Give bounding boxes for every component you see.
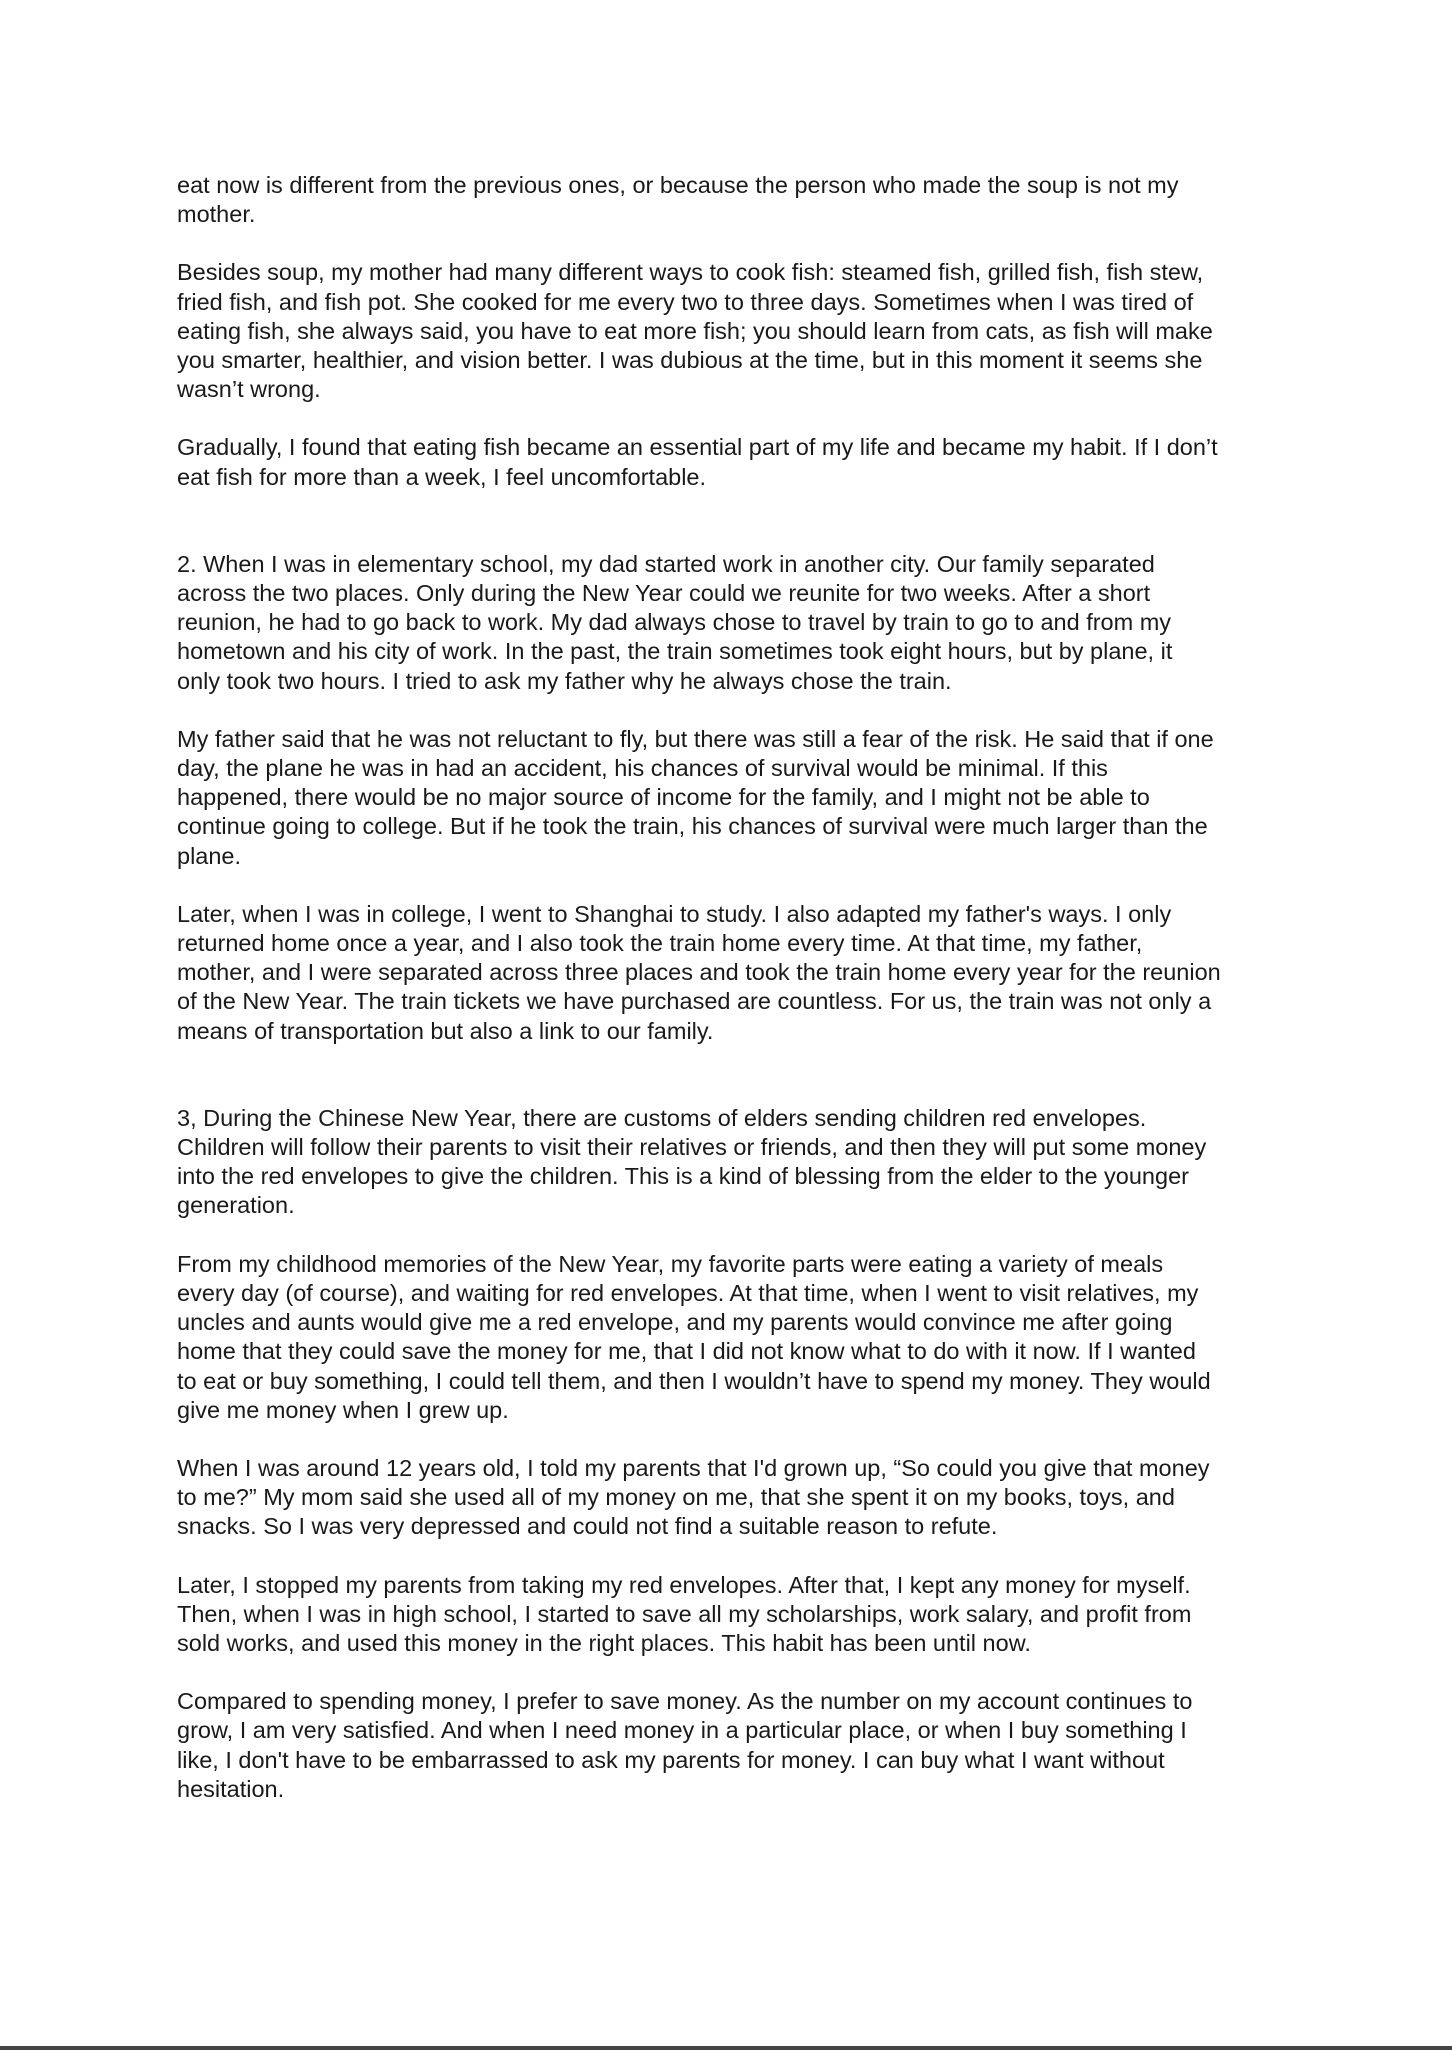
paragraph-saving-habit: Later, I stopped my parents from taking my red envelopes. After that, I kept any money for myself. Then, when I was in high school, I started to save all my scholarships, work salary, and profit from sold works, and used this money in the right places. This habit has been until now. [177,1571,1192,1656]
paragraph-childhood-memories: From my childhood memories of the New Year, my favorite parts were eating a variety of meals every day (of course), and waiting for red envelopes. At that time, when I went to visit relatives, my uncles and aunts would give me a red envelope, and my parents would convince me after going home that they could save the money for me, that I did not know what to do with it now. If I wanted to eat or buy something, I could tell them, and then I wouldn’t have to spend my money. They would give me money when I grew up. [177,1250,1211,1423]
paragraph-college-train: Later, when I was in college, I went to Shanghai to study. I also adapted my father's ways. I only returned home once a year, and I also took the train home every time. At that time, my father, mother, and I were separated across three places and took the train home every year for the reunion of the New Year. The train tickets we have purchased are countless. For us, the train was not only a means of transportation but also a link to our family. [177,900,1221,1044]
paragraph-soup-ending: eat now is different from the previous ones, or because the person who made the soup is not my mother. [177,172,1179,228]
paragraph-section-2-train: 2. When I was in elementary school, my dad started work in another city. Our family separated across the two places. Only during the New Year could we reunite for two weeks. After a short reunion, he had to go back to work. My dad always chose to travel by train to go to and from my hometown and his city of work. In the past, the train sometimes took eight hours, but by plane, it only took two hours. I tried to ask my father why he always chose the train. [177,550,1173,694]
page-bottom-edge [0,2046,1452,2050]
document-body [177,171,1277,1833]
paragraph-prefer-saving: Compared to spending money, I prefer to save money. As the number on my account continues to grow, I am very satisfied. And when I need money in a particular place, or when I buy something I like, I don't have to be embarrassed to ask my parents for money. I can buy what I want without hesitation. [177,1688,1193,1802]
paragraph-fish-habit: Gradually, I found that eating fish became an essential part of my life and became my habit. If I don’t eat fish for more than a week, I feel uncomfortable. [177,434,1218,490]
paragraph-section-3-red-envelopes: 3, During the Chinese New Year, there are customs of elders sending children red envelopes. Children will follow their parents to visit their relatives or friends, and then they will put some money into the red envelopes to give the children. This is a kind of blessing from the elder to the younger generation. [177,1104,1207,1219]
paragraph-fish-cooking: Besides soup, my mother had many different ways to cook fish: steamed fish, grilled fish, fish stew, fried fish, and fish pot. She cooked for me every two to three days. Sometimes when I was tired of eating fish, she always said, you have to eat more fish; you should learn from cats, as fish will make you smarter, healthier, and vision better. I was dubious at the time, but in this moment it seems she wasn’t wrong. [177,259,1213,403]
paragraph-father-fear: My father said that he was not reluctant to fly, but there was still a fear of the risk. He said that if one day, the plane he was in had an accident, his chances of survival would be minimal. If this happened, there would be no major source of income for the family, and I might not be able to continue going to college. But if he took the train, his chances of survival were much larger than the plane. [177,725,1214,869]
paragraph-twelve-years-old: When I was around 12 years old, I told my parents that I'd grown up, “So could you give that money to me?” My mom said she used all of my money on me, that she spent it on my books, toys, and snacks. So I was very depressed and could not find a suitable reason to refute. [177,1454,1210,1540]
